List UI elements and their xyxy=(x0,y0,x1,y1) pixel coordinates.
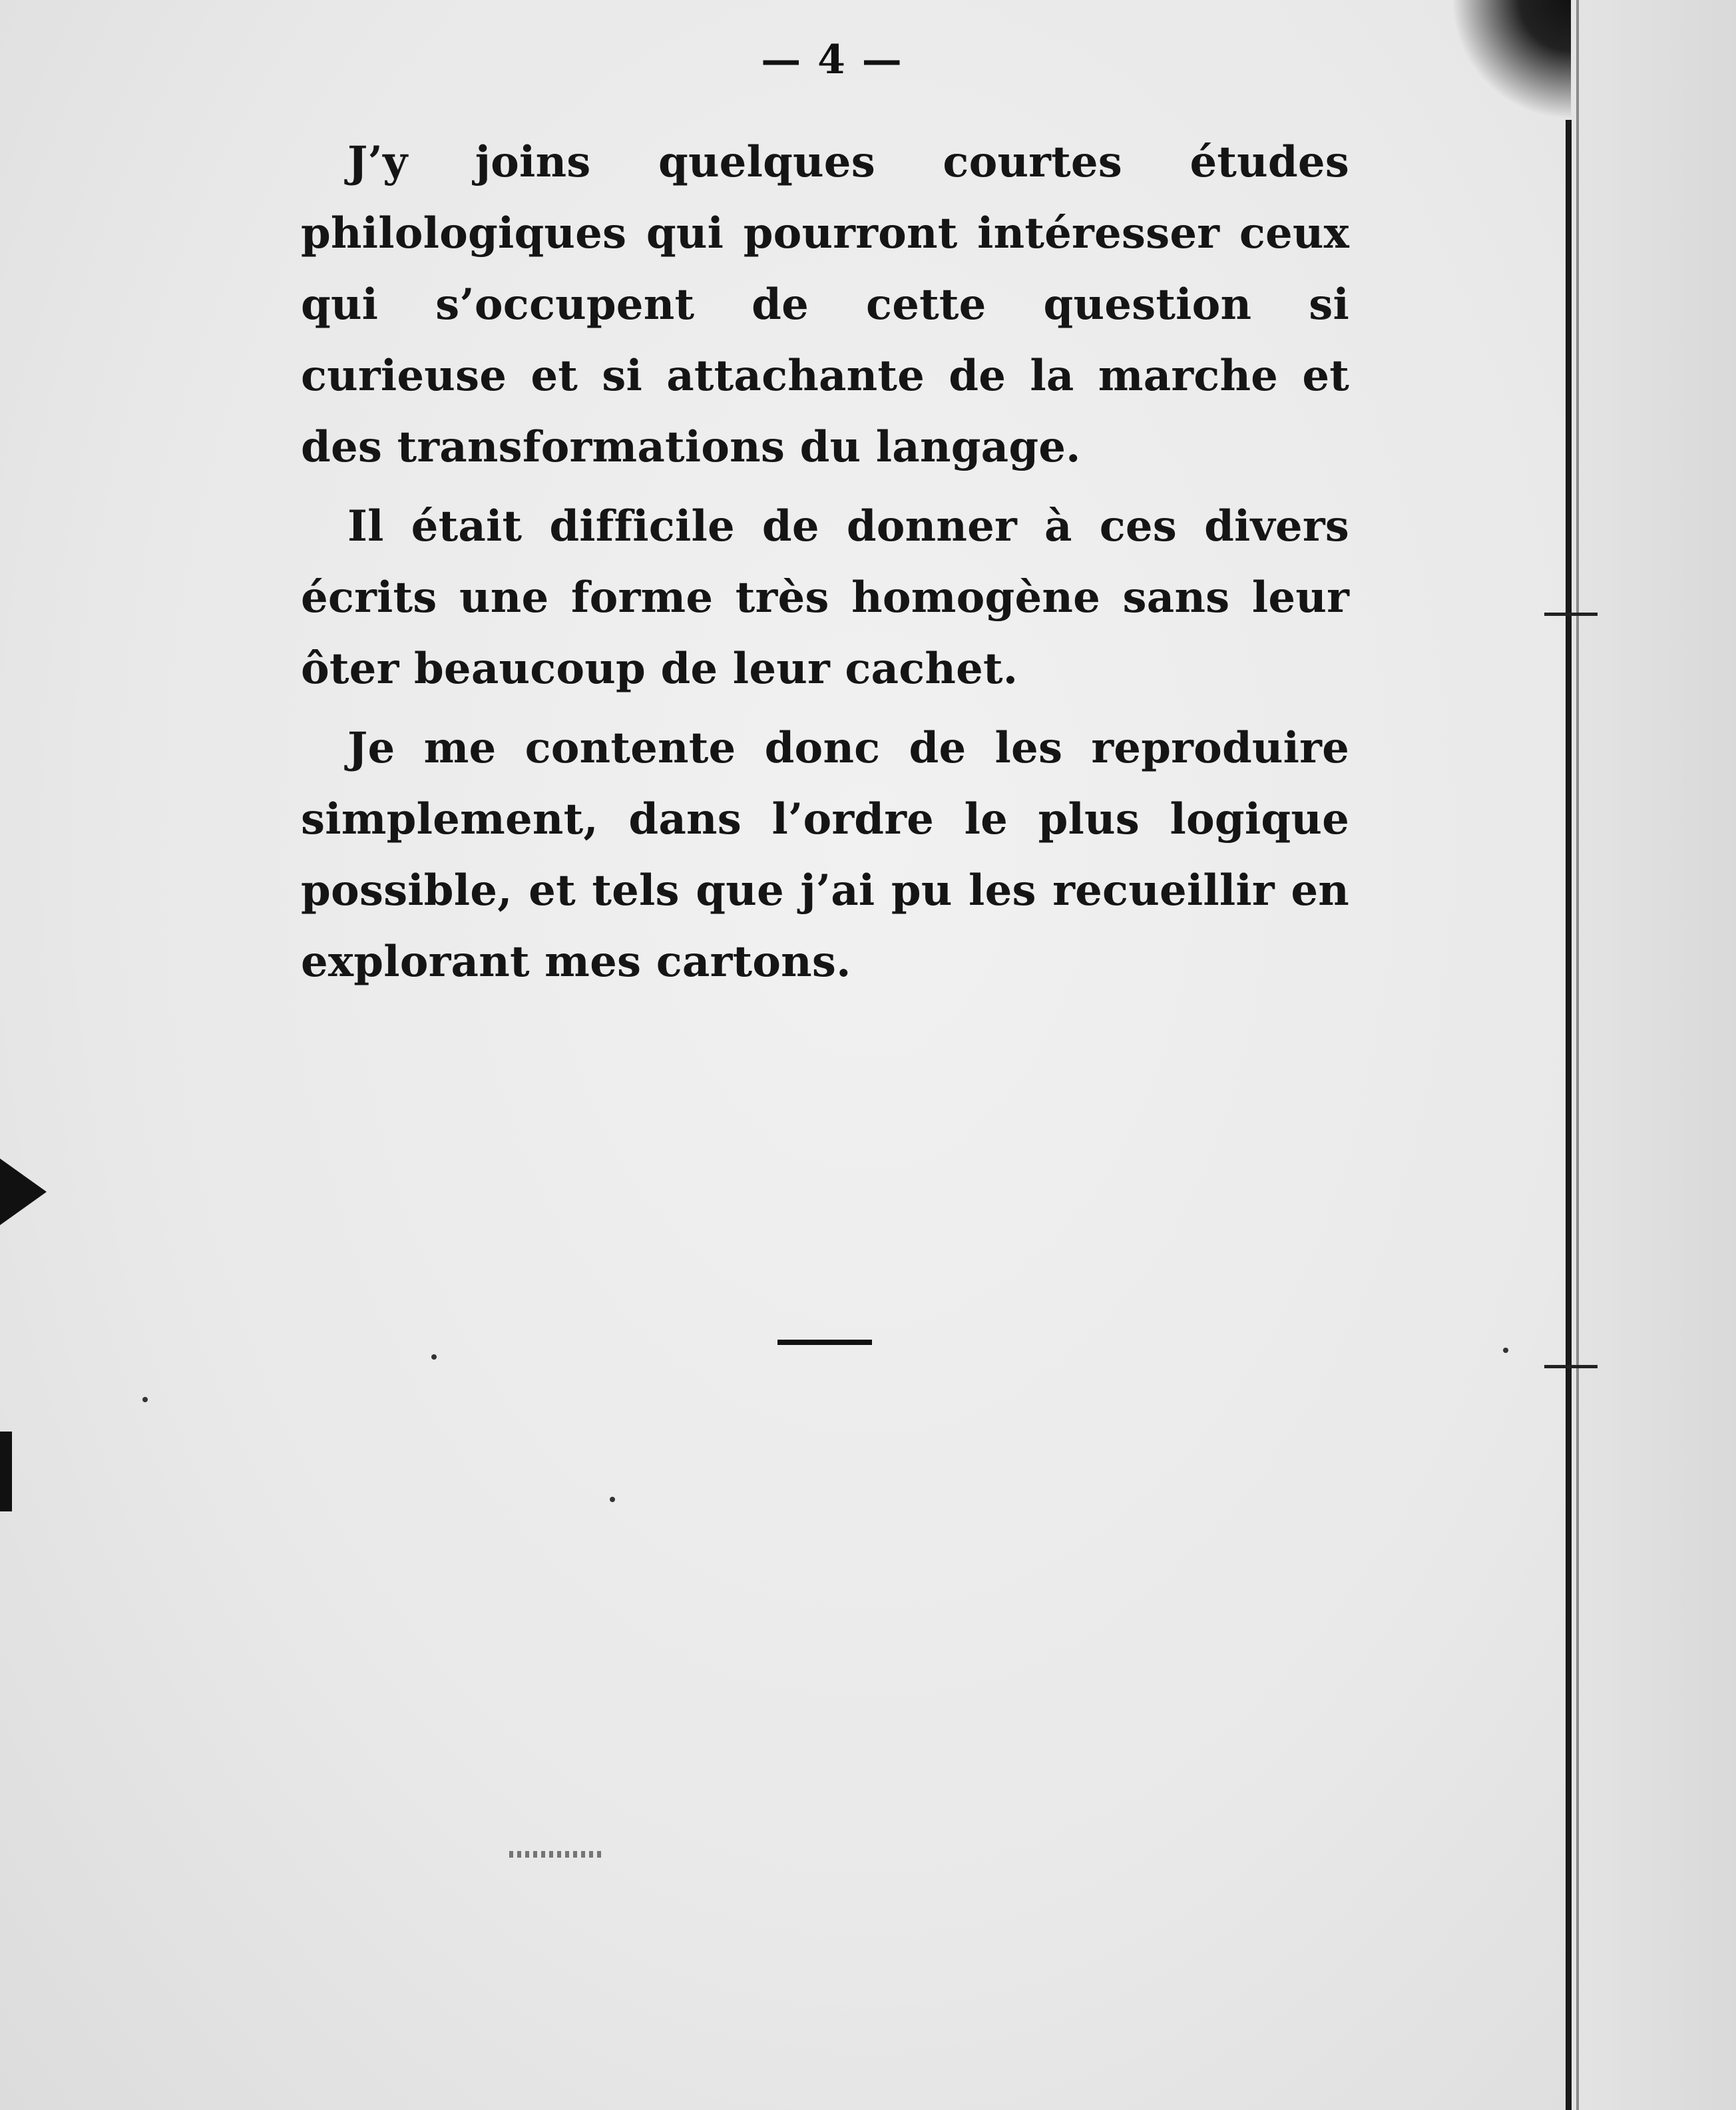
paper-speck xyxy=(431,1354,437,1360)
paragraph-2: Il était difficile de donner à ces divers écrits une forme très homogène sans leur ôter beaucoup de leur cachet. xyxy=(301,501,1349,694)
paper-speck xyxy=(1503,1348,1508,1353)
page-edge-shadow-line xyxy=(1576,0,1579,2110)
body-text xyxy=(301,127,1349,1005)
paper-speck xyxy=(142,1397,148,1402)
page-binding-edge xyxy=(1566,120,1572,2110)
paragraph-1: J’y joins quelques courtes études philologiques qui pourront intéresser ceux qui s’occupent de cette question si curieuse et si attachante de la marche et des transformations du langage. xyxy=(301,137,1349,472)
end-rule-divider xyxy=(777,1340,872,1345)
paper-speck xyxy=(610,1497,615,1502)
page-edge-margin xyxy=(1571,0,1736,2110)
left-edge-mark xyxy=(0,1159,47,1225)
paragraph-3: Je me contente donc de les reproduire simplement, dans l’ordre le plus logique possible, et tels que j’ai pu les recueillir en explorant mes cartons. xyxy=(301,723,1349,987)
ink-smudge xyxy=(509,1851,602,1858)
edge-tick-mark xyxy=(1544,613,1598,616)
page-number: — 4 — xyxy=(761,37,903,83)
left-edge-mark xyxy=(0,1432,12,1511)
page-corner-shadow xyxy=(1451,0,1571,120)
edge-tick-mark xyxy=(1544,1365,1598,1368)
